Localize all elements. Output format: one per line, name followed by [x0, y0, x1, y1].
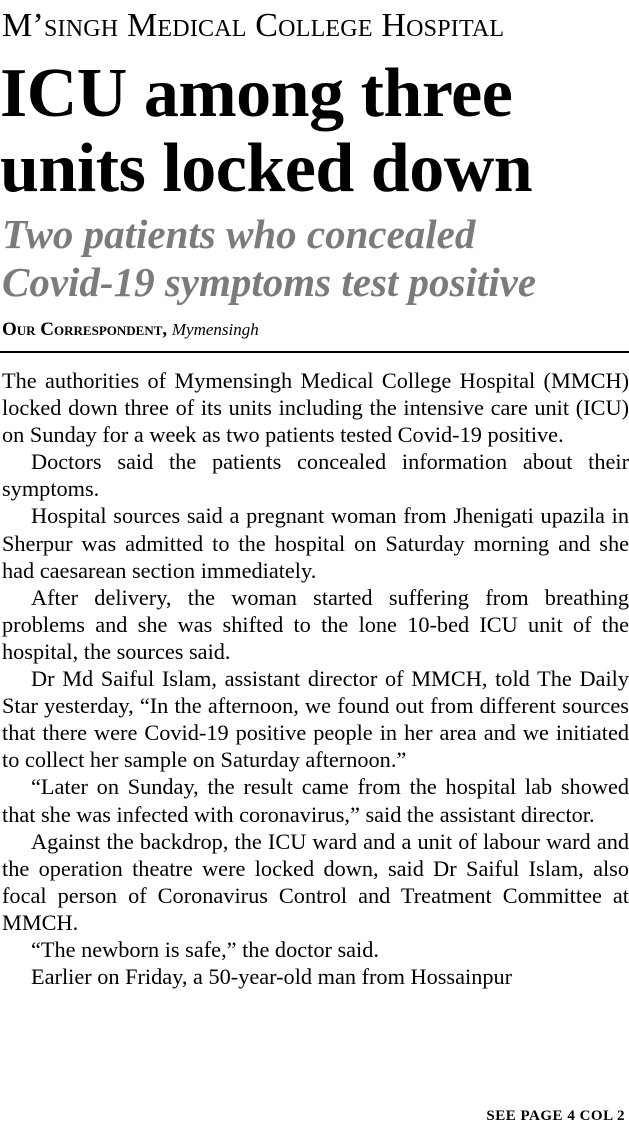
byline-name: Our Correspondent, [2, 319, 168, 340]
paragraph: The authorities of Mymensingh Medical College Hospital (MMCH) locked down three of its units including the intensive care unit (ICU) on Sunday for a week as two patients tested Covid-19 positive. [2, 368, 629, 448]
paragraph: Earlier on Friday, a 50-year-old man from Hossainpur [31, 964, 513, 990]
subheadline-line-1: Two patients who concealed [2, 211, 476, 257]
paragraph: “Later on Sunday, the result came from the hospital lab showed that she was infected with coronavirus,” said the assistant director. [2, 774, 629, 827]
byline-divider [0, 351, 629, 353]
headline [0, 56, 629, 206]
headline-line-2: units locked down [0, 130, 533, 207]
subheadline-line-2: Covid-19 symptoms test positive [2, 259, 537, 305]
paragraph: Dr Md Saiful Islam, assistant director of MMCH, told The Daily Star yesterday, “In the afternoon, we found out from different sources that there were Covid-19 positive people in her area and we initiated to collect her sample on Saturday afternoon.” [2, 666, 629, 773]
paragraph: “The newborn is safe,” the doctor said. [31, 936, 379, 962]
subheadline [2, 210, 629, 306]
byline [2, 318, 259, 342]
article-body [2, 367, 629, 990]
continuation-jump: SEE PAGE 4 COL 2 [486, 1108, 625, 1124]
byline-place: Mymensingh [171, 320, 259, 339]
headline-line-1: ICU among three [0, 55, 513, 132]
paragraph: After delivery, the woman started suffering from breathing problems and she was shifted to the lone 10-bed ICU unit of the hospital, the sources said. [2, 584, 629, 664]
paragraph: Hospital sources said a pregnant woman from Jhenigati upazila in Sherpur was admitted to the hospital on Saturday morning and she had caesarean section immediately. [2, 503, 629, 583]
paragraph: Against the backdrop, the ICU ward and a unit of labour ward and the operation theatre were locked down, said Dr Saiful Islam, also focal person of Coronavirus Control and Treatment Committee at MMCH. [2, 828, 629, 935]
paragraph: Doctors said the patients concealed information about their symptoms. [2, 449, 629, 502]
kicker: M’singh Medical College Hospital [2, 7, 505, 44]
